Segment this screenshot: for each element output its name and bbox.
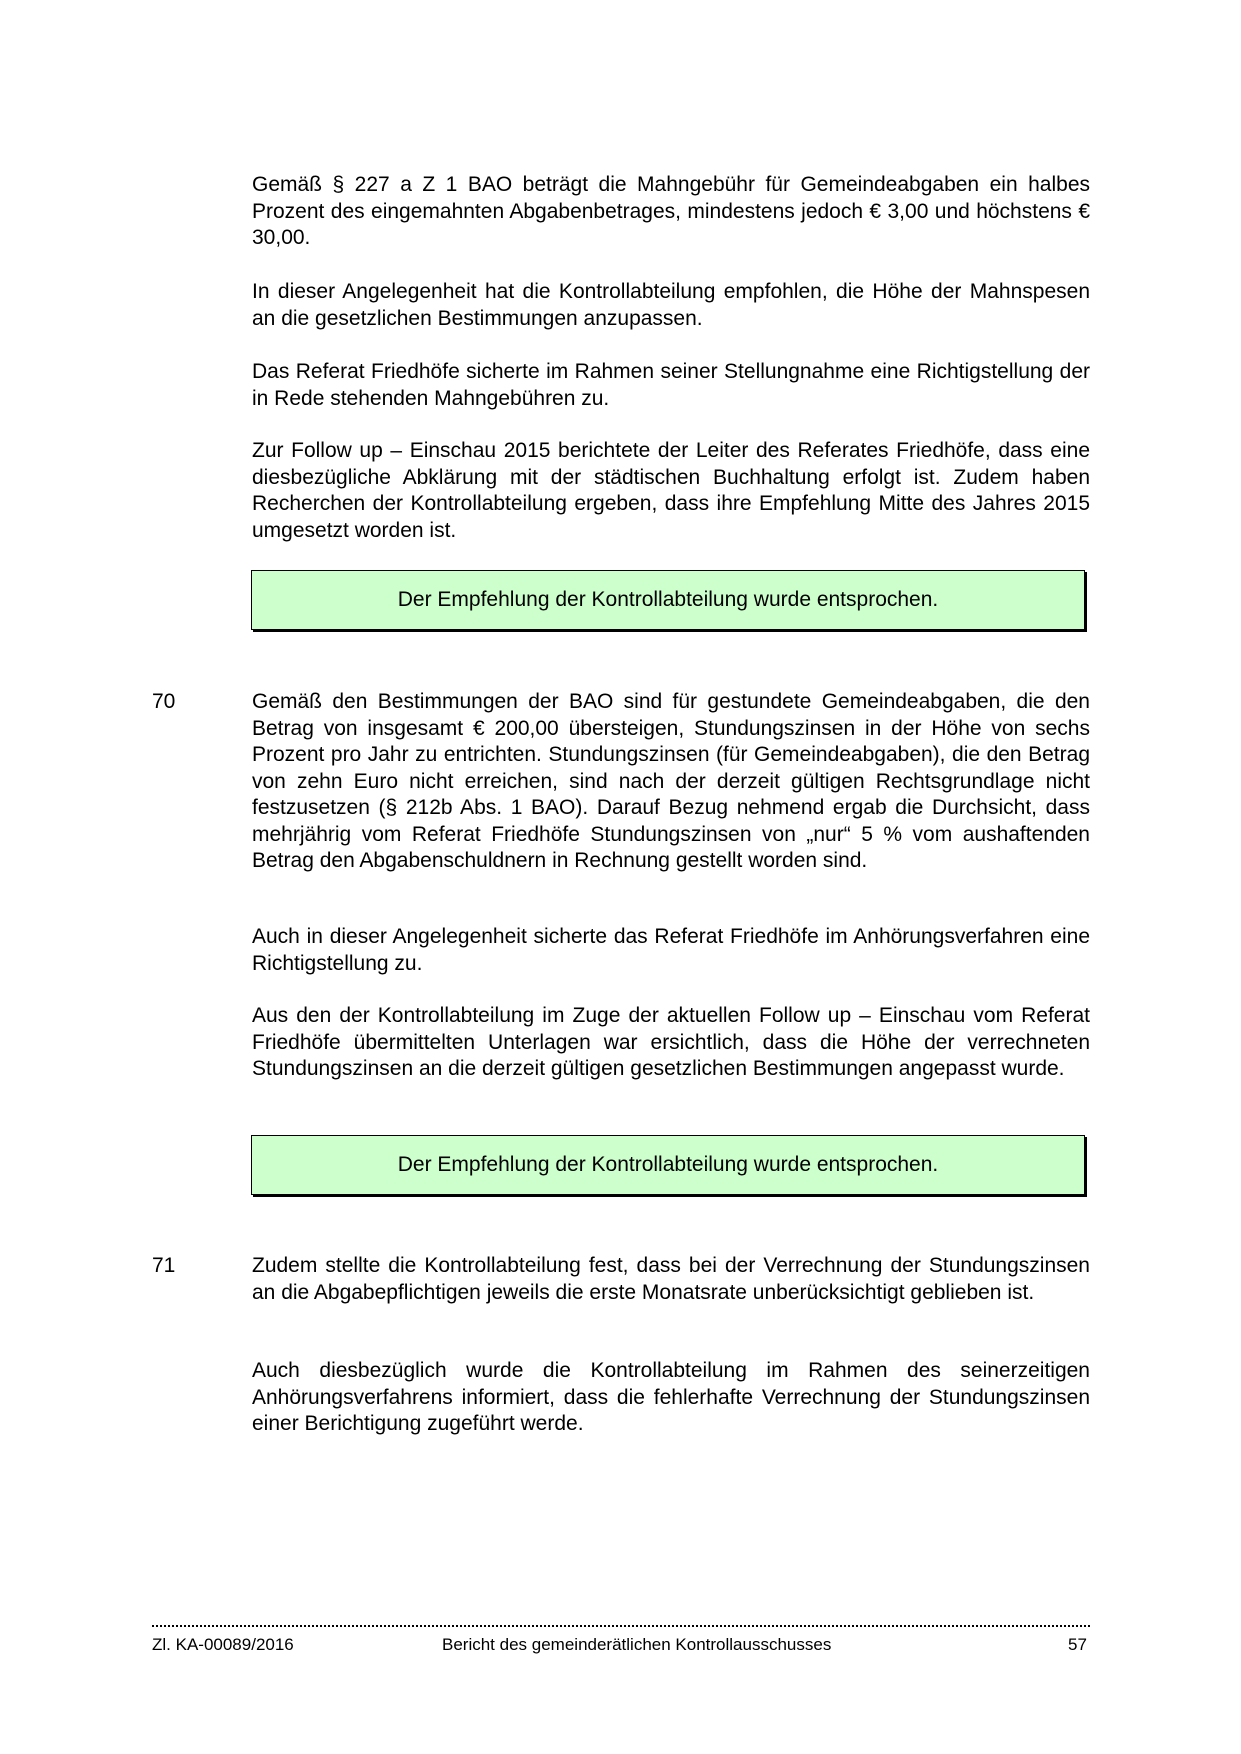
recommendation-box: Der Empfehlung der Kontrollabteilung wurde entsprochen. — [251, 570, 1085, 630]
page-number: 57 — [1068, 1635, 1087, 1654]
paragraph-monatsrate: Zudem stellte die Kontrollabteilung fest, dass bei der Verrechnung der Stundungszinsen an die Abgabepflichtigen jeweils die erste Monatsrate unberücksichtigt geblieben ist. — [252, 1254, 1090, 1304]
paragraph-unterlagen: Aus den der Kontrollabteilung im Zuge der aktuellen Follow up – Einschau vom Referat Friedhöfe übermittelten Unterlagen war ersichtlich, dass die Höhe der verrechneten Stundungszinsen an die derzeit gültigen gesetzlichen Bestimmungen angepasst wurde. — [252, 1004, 1090, 1080]
footer-reference: Zl. KA-00089/2016 — [152, 1635, 294, 1654]
paragraph-anhoerungsverfahren: Auch in dieser Angelegenheit sicherte das Referat Friedhöfe im Anhörungsverfahren eine Richtigstellung zu. — [252, 925, 1090, 975]
paragraph-stellungnahme: Das Referat Friedhöfe sicherte im Rahmen seiner Stellungnahme eine Richtigstellung der in Rede stehenden Mahngebühren zu. — [252, 360, 1090, 410]
paragraph-follow-up-2015: Zur Follow up – Einschau 2015 berichtete der Leiter des Referates Friedhöfe, dass eine diesbezügliche Abklärung mit der städtischen Buchhaltung erfolgt ist. Zudem haben Recherchen der Kontrollabteilung ergeben, dass ihre Empfehlung Mitte des Jahres 2015 umgesetzt worden ist. — [252, 439, 1090, 542]
footer-title: Bericht des gemeinderätlichen Kontrollausschusses — [442, 1635, 832, 1654]
section-number: 70 — [152, 690, 176, 713]
section-number: 71 — [152, 1254, 176, 1277]
paragraph-empfehlung-mahnspesen: In dieser Angelegenheit hat die Kontrollabteilung empfohlen, die Höhe der Mahnspesen an die gesetzlichen Bestimmungen anzupassen. — [252, 280, 1090, 330]
paragraph-berichtigung: Auch diesbezüglich wurde die Kontrollabteilung im Rahmen des seinerzeitigen Anhörungsverfahrens informiert, dass die fehlerhafte Verrechnung der Stundungszinsen einer Berichtigung zugeführt werde. — [252, 1359, 1090, 1435]
paragraph-mahngebuehr: Gemäß § 227 a Z 1 BAO beträgt die Mahngebühr für Gemeindeabgaben ein halbes Prozent des eingemahnten Abgabenbetrages, mindestens jedoch € 3,00 und höchstens € 30,00. — [252, 173, 1090, 249]
footer-divider — [152, 1625, 1090, 1627]
recommendation-box: Der Empfehlung der Kontrollabteilung wurde entsprochen. — [251, 1135, 1085, 1195]
paragraph-stundungszinsen: Gemäß den Bestimmungen der BAO sind für gestundete Gemeindeabgaben, die den Betrag von insgesamt € 200,00 übersteigen, Stundungszinsen in der Höhe von sechs Prozent pro Jahr zu entrichten. Stundungszinsen (für Gemeindeabgaben), die den Betrag von zehn Euro nicht erreichen, sind nach der derzeit gültigen Rechtsgrundlage nicht festzusetzen (§ 212b Abs. 1 BAO). Darauf Bezug nehmend ergab die Durchsicht, dass mehrjährig vom Referat Friedhöfe Stundungszinsen von „nur“ 5 % vom aushaftenden Betrag den Abgabenschuldnern in Rechnung gestellt worden sind. — [252, 690, 1090, 872]
